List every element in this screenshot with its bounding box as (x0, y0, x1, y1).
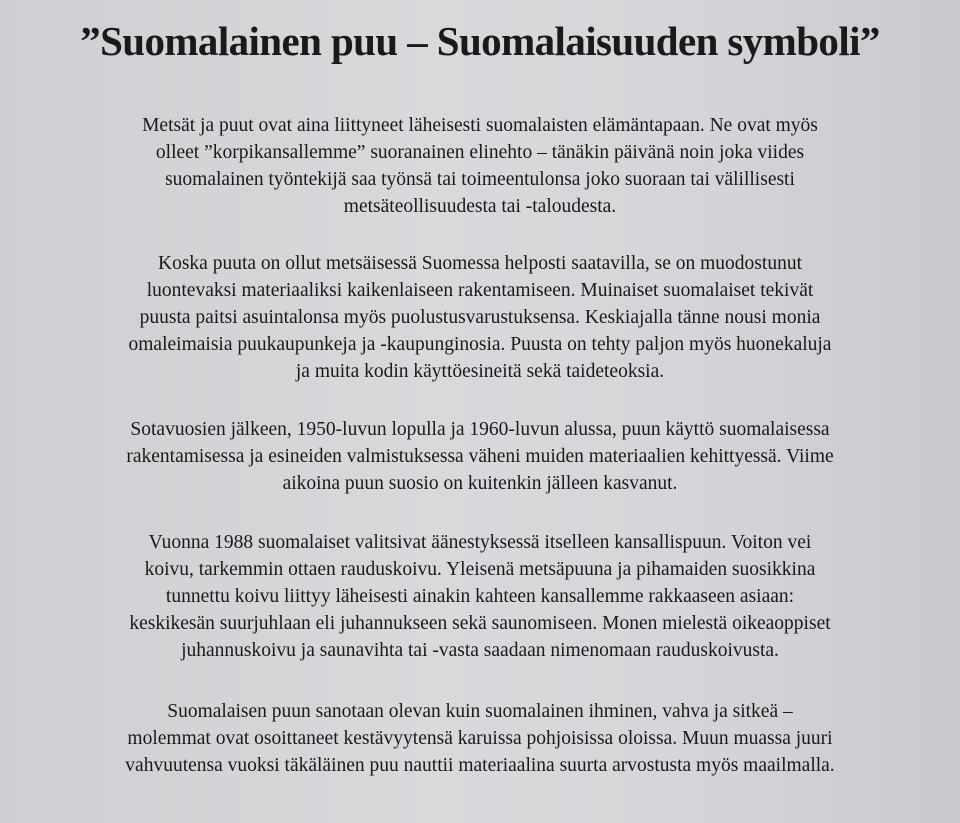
text-line: Koska puuta on ollut metsäisessä Suomessa helposti saatavilla, se on muodostunut (158, 253, 802, 274)
sign-title: ”Suomalainen puu – Suomalaisuuden symboli” (80, 18, 880, 64)
paragraph-forests (0, 112, 960, 220)
text-line: tunnettu koivu liittyy läheisesti ainakin kahteen kansallemme rakkaaseen asiaan: (165, 586, 795, 607)
text-line: molemmat ovat osoittaneet kestävyytensä karuissa pohjoisissa oloissa. Muun muassa juuri (127, 728, 833, 749)
text-line: Sotavuosien jälkeen, 1950-luvun lopulla ja 1960-luvun alussa, puun käyttö suomalaisessa (130, 419, 830, 440)
paragraph-national-tree (0, 529, 960, 664)
text-line: Metsät ja puut ovat aina liittyneet läheisesti suomalaisten elämäntapaan. Ne ovat myös (142, 115, 818, 136)
text-line: juhannuskoivu ja saunavihta tai -vasta saadaan nimenomaan rauduskoivusta. (181, 640, 779, 661)
text-line: omaleimaisia puukaupunkeja ja -kaupunginosia. Puusta on tehty paljon myös huonekaluja (128, 334, 832, 355)
text-line: vahvuutensa vuoksi täkäläinen puu nauttii materiaalina suurta arvostusta myös maailmalla. (125, 755, 835, 776)
text-line: ja muita kodin käyttöesineitä sekä taideteoksia. (295, 361, 665, 382)
text-line: koivu, tarkemmin ottaen rauduskoivu. Yleisenä metsäpuuna ja pihamaiden suosikkina (144, 559, 816, 580)
text-line: olleet ”korpikansallemme” suoranainen elinehto – tänäkin päivänä noin joka viides (155, 142, 805, 163)
text-line: luontevaksi materiaaliksi kaikenlaiseen rakentamiseen. Muinaiset suomalaiset tekivät (146, 280, 814, 301)
text-line: puusta paitsi asuintalonsa myös puolustusvarustuksensa. Keskiajalla tänne nousi monia (139, 307, 821, 328)
text-line: aikoina puun suosio on kuitenkin jälleen kasvanut. (282, 473, 678, 494)
paragraph-strength (0, 698, 960, 779)
paragraph-construction (0, 250, 960, 385)
text-line: Vuonna 1988 suomalaiset valitsivat äänestyksessä itselleen kansallispuun. Voiton vei (148, 532, 812, 553)
text-line: Suomalaisen puun sanotaan olevan kuin suomalainen ihminen, vahva ja sitkeä – (167, 701, 793, 722)
text-line: suomalainen työntekijä saa työnsä tai toimeentulonsa joko suoraan tai välillisesti (165, 169, 795, 190)
text-line: keskikesän suurjuhlaan eli juhannukseen sekä saunomiseen. Monen mielestä oikeaoppiset (129, 613, 831, 634)
paragraph-postwar (0, 416, 960, 497)
text-line: metsäteollisuudesta tai -taloudesta. (343, 196, 617, 217)
text-line: rakentamisessa ja esineiden valmistuksessa väheni muiden materiaalien kehittyessä. Viime (126, 446, 834, 467)
